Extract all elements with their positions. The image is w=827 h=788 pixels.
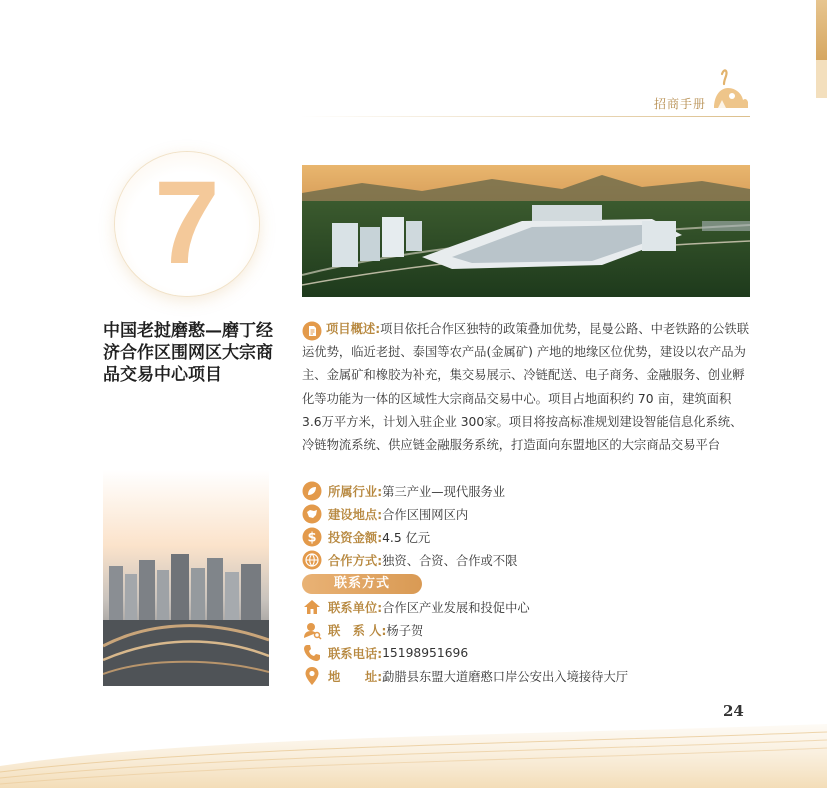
investment-value: 4.5 亿元 <box>382 531 431 545</box>
overview-label: 项目概述: <box>326 322 381 336</box>
contact-phone-row <box>302 643 468 663</box>
svg-text:$: $ <box>307 530 317 546</box>
contact-unit-label: 联系单位: <box>328 601 383 615</box>
contact-address-row <box>302 666 628 686</box>
contact-person-value: 杨子贺 <box>386 624 424 638</box>
contact-address-label: 地 址: <box>328 670 383 684</box>
page-edge-tab-light <box>816 60 827 98</box>
document-icon <box>302 321 322 341</box>
contact-address-value: 勐腊县东盟大道磨憨口岸公安出入境接待大厅 <box>382 670 629 684</box>
industry-row <box>302 481 505 501</box>
location-row <box>302 504 468 524</box>
phone-icon <box>302 643 322 663</box>
home-icon <box>302 597 322 617</box>
decorative-wave-band <box>0 716 827 788</box>
project-details <box>302 318 752 684</box>
city-photo-image <box>103 470 269 686</box>
overview-paragraph <box>302 318 752 457</box>
overview-text: 项目依托合作区独特的政策叠加优势，昆曼公路、中老铁路的公铁联运优势，临近老挝、泰国等农产品(金属矿) 产地的地缘区位优势，建设以农产品为主、金属矿和橡胶为补充，集交易展示、冷链配送、电子商务、金融服务、创业孵化等功能为一体的区域性大宗商品交易中心。项目占地面积约 70 亩，建筑面积 3.6万平方米，计划入驻企业 300家。项目将按高标准规划建设智能信息化系统、冷链物流系统、供应链金融服务系统，打造面向东盟地区的大宗商品交易平台 <box>302 322 750 453</box>
contact-person-row <box>302 620 423 640</box>
cooperation-row <box>302 550 517 570</box>
investment-row <box>302 527 430 547</box>
investment-label: 投资金额: <box>328 531 383 545</box>
contact-unit-row <box>302 597 530 617</box>
industry-icon <box>302 481 322 501</box>
globe-icon <box>302 550 322 570</box>
elephant-logo-icon <box>712 66 750 110</box>
location-pin-icon <box>302 666 322 686</box>
cooperation-label: 合作方式: <box>328 554 383 568</box>
header-divider <box>300 116 750 117</box>
contact-heading: 联系方式 <box>302 574 422 594</box>
industry-label: 所属行业: <box>328 485 383 499</box>
person-icon <box>302 620 322 640</box>
project-title: 中国老挝磨憨—磨丁经济合作区围网区大宗商品交易中心项目 <box>103 321 273 385</box>
contact-unit-value: 合作区产业发展和投促中心 <box>382 601 530 615</box>
contact-phone-label: 联系电话: <box>328 647 383 661</box>
project-rendering-image <box>302 165 750 297</box>
header-label: 招商手册 <box>654 97 707 111</box>
industry-value: 第三产业—现代服务业 <box>382 485 506 499</box>
page-number: 24 <box>723 702 744 720</box>
map-icon <box>302 504 322 524</box>
project-number: 7 <box>154 157 220 289</box>
dollar-icon <box>302 527 322 547</box>
location-value: 合作区围网区内 <box>382 508 469 522</box>
page-edge-tab <box>816 0 827 60</box>
project-number-badge <box>115 152 259 296</box>
contact-phone-value: 15198951696 <box>382 646 469 660</box>
contact-person-label: 联 系 人: <box>328 624 387 638</box>
cooperation-value: 独资、合资、合作或不限 <box>382 554 518 568</box>
location-label: 建设地点: <box>328 508 383 522</box>
